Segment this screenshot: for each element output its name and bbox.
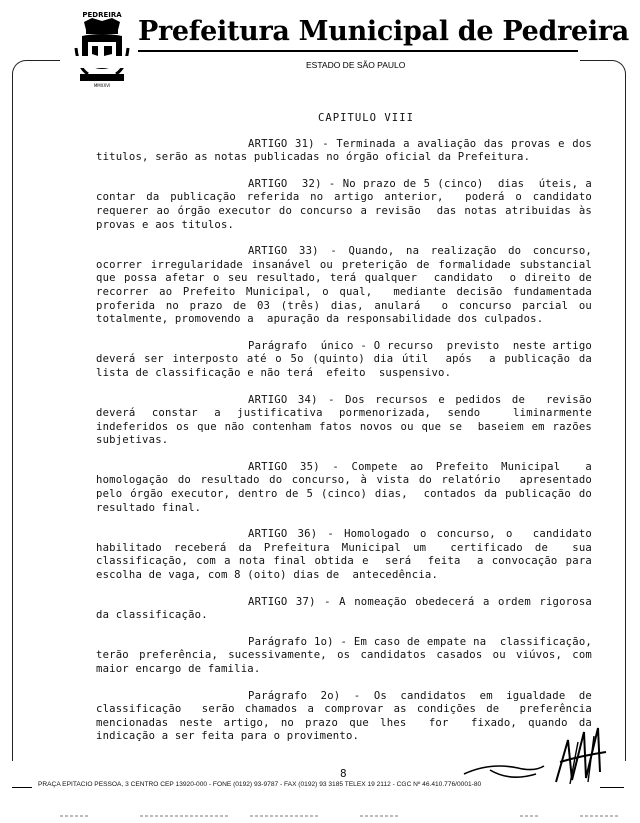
article-paragraph: Parágrafo único - O recurso previsto neste artigo deverá ser interposto até o 5o (quinto) dia útil após a publicação da lista de classificação e não terá efeito suspensivo. xyxy=(96,339,606,379)
page-number: 8 xyxy=(340,767,347,780)
article-paragraph: ARTIGO 36) - Homologado o concurso, o candidato habilitado receberá da Prefeitura Municipal um certificado de sua classificação, com a nota final obtida e será feita a convocação para escolha de vaga, com 8 (oito) dias de antecedência. xyxy=(96,528,606,582)
organization-title: Prefeitura Municipal de Pedreira xyxy=(138,16,629,47)
article-paragraph: Parágrafo 1o) - Em caso de empate na classificação, terão preferência, sucessivamente, os candidatos casados ou viúvos, com maior encargo de familia. xyxy=(96,635,599,675)
document-body xyxy=(96,112,606,757)
article-paragraph: ARTIGO 31) - Terminada a avaliação das provas e dos titulos, serão as notas publicadas no órgão oficial da Prefeitura. xyxy=(96,137,599,164)
state-subtitle: ESTADO DE SÃO PAULO xyxy=(306,60,406,70)
handwritten-signature xyxy=(460,722,610,794)
article-paragraph: ARTIGO 34) - Dos recursos e pedidos de revisão deverá constar a justificativa pormenorizada, sendo liminarmente indeferidos os que não contenham fatos novos ou que se baseiem em razões subjetivas. xyxy=(96,393,599,447)
footer-address: PRAÇA EPITACIO PESSOA, 3 CENTRO CEP 13920-000 - FONE (0192) 93-9787 - FAX (0192) 93 3185 TELEX 19 2112 - CGC Nº 46.410.776/0001-80 xyxy=(38,781,482,788)
article-paragraph: ARTIGO 37) - A nomeação obedecerá a ordem rigorosa da classificação. xyxy=(96,595,599,622)
article-paragraph: ARTIGO 33) - Quando, na realização do concurso, ocorrer irregularidade insanável ou preterição de formalidade substancial que possa afetar o seu resultado, terá qualquer candidato o direito de recorrer ao Prefeito Municipal, o qual, mediante decisão fundamentada proferida no prazo de 03 (três) dias, anulará o concurso parcial ou totalmente, promovendo a apuração da responsabilidade dos culpados. xyxy=(96,245,599,326)
footer-rule xyxy=(600,787,624,788)
article-paragraph: Parágrafo 2o) - Os candidatos em igualdade de classificação serão chamados a comprovar as condições de preferência mencionadas neste artigo, no prazo que lhes for fixado, quando da indicação a ser feita para o provimento. xyxy=(96,689,606,743)
svg-text:MMXXVI: MMXXVI xyxy=(93,83,111,88)
footer-rule xyxy=(12,787,32,788)
svg-text:PEDREIRA: PEDREIRA xyxy=(82,11,122,19)
article-paragraph: ARTIGO 32) - No prazo de 5 (cinco) dias úteis, a contar da publicação referida no artigo anterior, poderá o candidato requerer ao órgão executor do concurso a revisão das notas atribuidas às provas e aos titulos. xyxy=(96,177,599,231)
header-rule xyxy=(138,50,578,52)
chapter-heading: CAPITULO VIII xyxy=(318,112,414,124)
scan-artifact-marks xyxy=(0,814,640,818)
article-paragraph: ARTIGO 35) - Compete ao Prefeito Municipal a homologação do resultado do concurso, à vista do relatório apresentado pelo órgão executor, dentro de 5 (cinco) dias, contados da publicação do resultado final. xyxy=(96,460,606,514)
